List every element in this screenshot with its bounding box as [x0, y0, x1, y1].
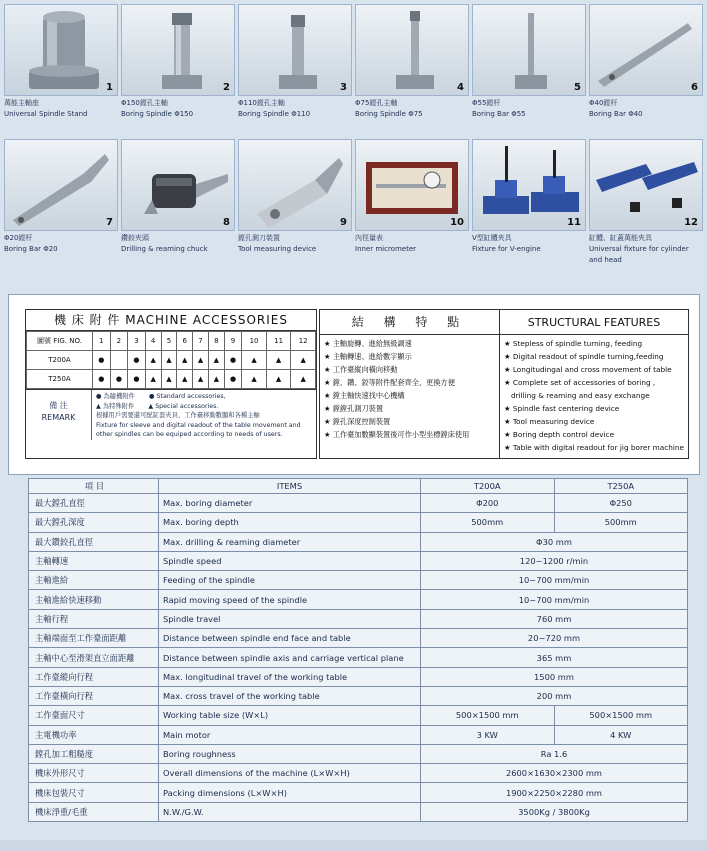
info-panel [8, 294, 700, 475]
boring-bar-image [590, 5, 703, 96]
spec-header-row [29, 479, 688, 494]
spec-cell: Φ250 [554, 494, 688, 513]
spec-cell: Spindle travel [159, 609, 421, 628]
photo-1 [4, 4, 118, 120]
spec-cell: 機床外形尺寸 [29, 764, 159, 783]
features-title-en: STRUCTURAL FEATURES [500, 310, 688, 335]
photo-number: 8 [223, 217, 230, 228]
caption-en: Fixture for V-engine [472, 245, 541, 253]
spec-cell: 主電機功率 [29, 725, 159, 744]
legend-special-zh: ▲ 為特殊附件 [96, 402, 135, 410]
spec-cell: 機床淨重/毛重 [29, 802, 159, 821]
accessories-grid [26, 331, 316, 389]
spec-cell: 機床包裝尺寸 [29, 783, 159, 802]
spec-cell: 主軸端面至工作臺面距離 [29, 629, 159, 648]
spec-cell: Rapid moving speed of the spindle [159, 590, 421, 609]
feature-item: ★ Table with digital readout for jig borer machine [503, 443, 684, 452]
feature-item: ★ 鏜、鑽、鉸等附件配套齊全、更換方便 [324, 378, 455, 387]
photo-number: 6 [691, 82, 698, 93]
spec-cell: Spindle speed [159, 551, 421, 570]
feature-item: ★ 鏜主軸快速找中心機構 [324, 391, 405, 400]
spec-row [29, 551, 688, 570]
header-item-zh: 項 目 [29, 479, 159, 494]
features-list-zh [320, 335, 499, 443]
spec-row [29, 667, 688, 686]
fig-num: 7 [193, 332, 209, 351]
mark-cell: ▲ [193, 351, 209, 370]
mark-cell: ● [93, 370, 111, 389]
model-row-t250a [27, 370, 316, 389]
mark-cell: ▲ [145, 370, 161, 389]
remark-text: 根據用戶需要還可配缸套夾具、工作臺移動數顯和各種主軸 [96, 412, 260, 419]
photo-number: 9 [340, 217, 347, 228]
spec-cell: 工作臺橫向行程 [29, 686, 159, 705]
spec-cell: Main motor [159, 725, 421, 744]
spec-cell: 10~700 mm/min [421, 571, 688, 590]
spec-row [29, 609, 688, 628]
feature-item: ★ Digital readout of spindle turning,feeding [503, 352, 664, 361]
specification-table [28, 478, 688, 822]
feature-item: ★ Tool measuring device [503, 417, 595, 426]
spec-cell: 1500 mm [421, 667, 688, 686]
caption-en: Boring Spindle Φ110 [238, 110, 311, 118]
spec-cell: Max. longitudinal travel of the working table [159, 667, 421, 686]
spec-cell: 20~720 mm [421, 629, 688, 648]
mark-cell: ● [224, 370, 242, 389]
mark-cell: ▲ [145, 351, 161, 370]
spec-cell: Boring roughness [159, 744, 421, 763]
photo-number: 1 [106, 82, 113, 93]
caption-zh: Φ75鏜孔主軸 [355, 99, 398, 107]
spec-cell: 最大鏜孔深度 [29, 513, 159, 532]
spec-cell: Max. cross travel of the working table [159, 686, 421, 705]
fig-num: 6 [177, 332, 193, 351]
spec-row [29, 783, 688, 802]
spec-cell: 最大鑽鉸孔直徑 [29, 532, 159, 551]
remark-section [26, 389, 316, 440]
mark-cell [110, 351, 128, 370]
spec-cell: N.W./G.W. [159, 802, 421, 821]
remark-zh: 備 注 [49, 401, 68, 410]
boring-bar-image [5, 140, 118, 231]
spec-cell: 工作臺縱向行程 [29, 667, 159, 686]
photo-number: 2 [223, 82, 230, 93]
model-label: T200A [27, 351, 93, 370]
spec-cell: 3500Kg / 3800Kg [421, 802, 688, 821]
fig-num: 1 [93, 332, 111, 351]
boring-bar-image [473, 5, 586, 96]
mark-cell: ▲ [266, 370, 291, 389]
caption-en: Boring Bar Φ40 [589, 110, 643, 118]
remark-en: REMARK [41, 413, 76, 422]
spec-cell: 鏜孔加工粗糙度 [29, 744, 159, 763]
legend-standard-zh: ● 為隨機附件 [96, 393, 135, 400]
tool-measuring-device-image [239, 140, 352, 231]
photo-8 [121, 139, 235, 255]
spec-cell: 760 mm [421, 609, 688, 628]
caption-en: Universal Spindle Stand [4, 110, 88, 118]
mark-cell: ● [93, 351, 111, 370]
fig-num: 4 [145, 332, 161, 351]
photo-number: 4 [457, 82, 464, 93]
legend-special-en: ▲ Special accessories. [148, 402, 219, 410]
spec-cell: Working table size (W×L) [159, 706, 421, 725]
photo-7 [4, 139, 118, 255]
mark-cell: ▲ [208, 351, 224, 370]
spec-cell: 500mm [421, 513, 555, 532]
caption-zh: 鑽鉸夾頭 [121, 234, 149, 242]
caption-en: Boring Bar Φ20 [4, 245, 58, 253]
photo-number: 3 [340, 82, 347, 93]
spec-row [29, 764, 688, 783]
spec-row [29, 532, 688, 551]
drill-chuck-image [122, 140, 235, 231]
mark-cell: ● [110, 370, 128, 389]
photo-3 [238, 4, 352, 120]
feature-item: ★ 工作臺加數顯裝置後可作小型坐標鏜床使用 [324, 430, 470, 439]
spec-cell: Distance between spindle end face and table [159, 629, 421, 648]
boring-spindle-image [239, 5, 352, 96]
feature-item: ★ Complete set of accessories of boring , [503, 378, 656, 387]
spec-cell: 2600×1630×2300 mm [421, 764, 688, 783]
fig-num: 10 [242, 332, 267, 351]
spec-cell: 500×1500 mm [421, 706, 555, 725]
photo-number: 5 [574, 82, 581, 93]
spec-cell: 主軸進給 [29, 571, 159, 590]
spec-row [29, 494, 688, 513]
spec-cell: 主軸中心至滑架直立面距離 [29, 648, 159, 667]
photo-11 [472, 139, 586, 255]
feature-item: ★ 主軸旋轉、進給無級調速 [324, 339, 412, 348]
header-t200a: T200A [421, 479, 555, 494]
header-items: ITEMS [159, 479, 421, 494]
spec-cell: Φ200 [421, 494, 555, 513]
spec-cell: 4 KW [554, 725, 688, 744]
caption-zh: 萬能主軸座 [4, 99, 39, 107]
photo-number: 11 [567, 217, 581, 228]
photo-number: 10 [450, 217, 464, 228]
feature-item: drilling & reaming and easy exchange [510, 391, 650, 400]
spec-cell: 120~1200 r/min [421, 551, 688, 570]
feature-item: ★ Longitudingal and cross movement of table [503, 365, 672, 374]
mark-cell: ▲ [291, 351, 316, 370]
machine-accessories-table [25, 309, 317, 459]
header-t250a: T250A [554, 479, 688, 494]
fig-label: 圖號 FIG. NO. [27, 332, 93, 351]
caption-en: Universal fixture for cylinder [589, 245, 689, 253]
fig-num: 12 [291, 332, 316, 351]
feature-item: ★ 鏜孔深度控制裝置 [324, 417, 391, 426]
spindle-stand-image [5, 5, 118, 96]
spec-row [29, 706, 688, 725]
spec-cell: Max. drilling & reaming diameter [159, 532, 421, 551]
remark-text: Fixture for sleeve and digital readout of the table movement and [96, 421, 301, 429]
photo-number: 12 [684, 217, 698, 228]
mark-cell: ▲ [242, 351, 267, 370]
caption-zh: Φ55鏜杆 [472, 99, 501, 107]
caption-en: Tool measuring device [238, 245, 317, 253]
caption-en: Boring Bar Φ55 [472, 110, 526, 118]
caption-zh: 缸體、缸蓋萬能夾具 [589, 234, 652, 242]
structural-features [319, 309, 689, 459]
feature-item: ★ Stepless of spindle turning, feeding [503, 339, 643, 348]
caption-zh: 鏜孔測刀裝置 [238, 234, 280, 242]
spec-cell: 200 mm [421, 686, 688, 705]
spec-cell: Packing dimensions (L×W×H) [159, 783, 421, 802]
feature-item: ★ Boring depth control device [503, 430, 615, 439]
feature-item: ★ 主軸轉速、進給數字顯示 [324, 352, 412, 361]
spec-row [29, 571, 688, 590]
fig-number-row [27, 332, 316, 351]
mark-cell: ▲ [161, 370, 177, 389]
caption-zh: 內徑量表 [355, 234, 383, 242]
feature-item: ★ Spindle fast centering device [503, 404, 620, 413]
photo-10 [355, 139, 469, 255]
remark-text: other spindles can be equiped according to needs of users. [96, 431, 283, 438]
model-row-t200a [27, 351, 316, 370]
spec-row [29, 686, 688, 705]
caption-en: Boring Spindle Φ75 [355, 110, 423, 118]
legend-standard-en: ● Standard accessories, [148, 393, 226, 400]
spec-cell: Feeding of the spindle [159, 571, 421, 590]
boring-spindle-image [122, 5, 235, 96]
fig-num: 2 [110, 332, 128, 351]
fig-num: 8 [208, 332, 224, 351]
spec-row [29, 744, 688, 763]
spec-row [29, 648, 688, 667]
spec-cell: Overall dimensions of the machine (L×W×H) [159, 764, 421, 783]
model-label: T250A [27, 370, 93, 389]
mark-cell: ▲ [177, 351, 193, 370]
spec-cell: Ra 1.6 [421, 744, 688, 763]
boring-spindle-image [356, 5, 469, 96]
spec-cell: 最大鏜孔直徑 [29, 494, 159, 513]
mark-cell: ▲ [193, 370, 209, 389]
mark-cell: ▲ [161, 351, 177, 370]
caption-zh: Φ110鏜孔主軸 [238, 99, 285, 107]
caption-zh: Φ20鏜杆 [4, 234, 33, 242]
spec-cell: 500mm [554, 513, 688, 532]
spec-cell: 365 mm [421, 648, 688, 667]
spec-cell: 3 KW [421, 725, 555, 744]
caption-en: Inner micrometer [355, 245, 417, 253]
caption-en: Drilling & reaming chuck [121, 245, 208, 253]
mark-cell: ▲ [208, 370, 224, 389]
accessory-photo-grid [0, 0, 707, 280]
photo-6 [589, 4, 703, 120]
caption-zh: V型缸體夾具 [472, 234, 512, 242]
fig-num: 9 [224, 332, 242, 351]
mark-cell: ● [128, 370, 146, 389]
spec-cell: 主軸轉速 [29, 551, 159, 570]
photo-4 [355, 4, 469, 120]
mark-cell: ▲ [177, 370, 193, 389]
spec-cell: 10~700 mm/min [421, 590, 688, 609]
features-list-en [500, 335, 688, 456]
spec-cell: 500×1500 mm [554, 706, 688, 725]
caption-en: Boring Spindle Φ150 [121, 110, 194, 118]
mark-cell: ● [128, 351, 146, 370]
spec-cell: Max. boring diameter [159, 494, 421, 513]
accessories-title: 機 床 附 件 MACHINE ACCESSORIES [26, 310, 316, 331]
spec-cell: 工作臺面尺寸 [29, 706, 159, 725]
mark-cell: ▲ [291, 370, 316, 389]
spec-row [29, 802, 688, 821]
feature-item: ★ 工作臺縱向橫向移動 [324, 365, 398, 374]
spec-cell: Φ30 mm [421, 532, 688, 551]
fig-num: 11 [266, 332, 291, 351]
spec-cell: 主軸行程 [29, 609, 159, 628]
photo-2 [121, 4, 235, 120]
photo-5 [472, 4, 586, 120]
fig-num: 5 [161, 332, 177, 351]
spec-row [29, 725, 688, 744]
spec-row [29, 629, 688, 648]
fig-num: 3 [128, 332, 146, 351]
mark-cell: ▲ [242, 370, 267, 389]
photo-number: 7 [106, 217, 113, 228]
spec-row [29, 513, 688, 532]
caption-zh: Φ150鏜孔主軸 [121, 99, 168, 107]
feature-item: ★ 鏜鏜孔測刀裝置 [324, 404, 384, 413]
spec-cell: 主軸進給快速移動 [29, 590, 159, 609]
photo-9 [238, 139, 352, 255]
spec-cell: Max. boring depth [159, 513, 421, 532]
caption-zh: Φ40鏜杆 [589, 99, 618, 107]
caption-en-2: and head [589, 256, 622, 264]
spec-cell: Distance between spindle axis and carriage vertical plane [159, 648, 421, 667]
mark-cell: ▲ [266, 351, 291, 370]
features-title-zh: 結 構 特 點 [320, 310, 499, 335]
photo-12 [589, 139, 703, 266]
mark-cell: ● [224, 351, 242, 370]
footer-strip [0, 840, 707, 851]
spec-cell: 1900×2250×2280 mm [421, 783, 688, 802]
spec-row [29, 590, 688, 609]
